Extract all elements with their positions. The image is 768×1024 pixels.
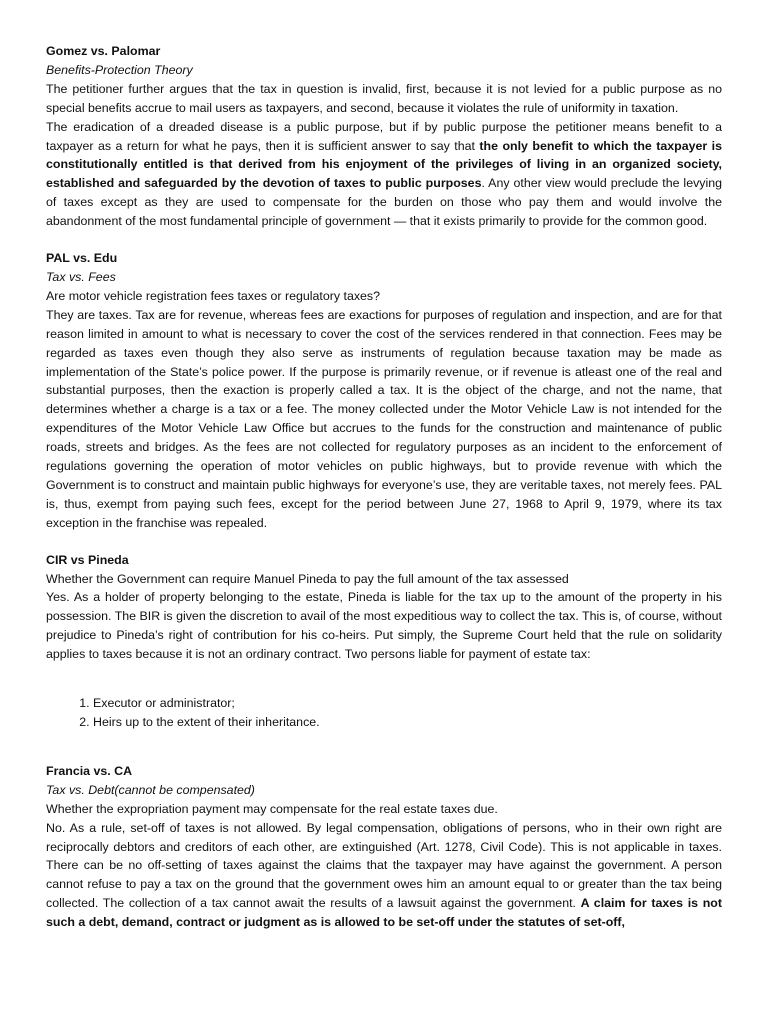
case-question: Whether the Government can require Manuel Pineda to pay the full amount of the tax assessed [46,571,569,586]
case-title: Gomez vs. Palomar [46,44,161,58]
text-run: . Any other view would preclude the levying of taxes except as they are used to compensate for the burden on those who pay them and would involve the abandonment of the most fundamental principle of government — that it exists primarily to provide for the common good. [46,176,723,229]
list-item: 2. Heirs up to the extent of their inheritance. [93,713,722,732]
case-answer: They are taxes. Tax are for revenue, whereas fees are exactions for purposes of regulation and inspection, and are for that reason limited in amount to what is necessary to cover the cost of the services rendered in that connection. Fees may be regarded as taxes even though they also serve as instruments of regulation because taxation may be made as implementation of the State’s police power. If the purpose is primarily revenue, or if revenue is atleast one of the real and substantial purposes, then the exaction is properly called a tax. It is the object of the charge, and not the name, that determines whether a charge is a tax or a fee. The money collected under the Motor Vehicle Law is not intended for the expenditures of the Motor Vehicle Law Office but accrues to the funds for the construction and maintenance of public roads, streets and bridges. As the fees are not collected for regulatory purposes as an incident to the enforcement of regulations governing the operation of motor vehicles on public highways, but to provide revenue with which the Government is to construct and maintain public highways for everyone’s use, they are veritable taxes, not merely fees. PAL is, thus, exempt from paying such fees, except for the period between June 27, 1968 to April 9, 1979, where its tax exception in the franchise was repealed. [46,307,722,530]
case-answer: Yes. As a holder of property belonging to the estate, Pineda is liable for the tax up to the amount of the property in his possession. The BIR is given the discretion to avail of the most expeditious way to collect the tax. This is, of course, without prejudice to Pineda’s right of contribution for his co-heirs. Put simply, the Supreme Court held that the rule on solidarity applies to taxes because it is not an ordinary contract. Two persons liable for payment of estate tax: [46,590,722,662]
liable-persons-list [46,694,722,732]
case-subtitle: Tax vs. Fees [46,269,116,284]
case-pal-vs-edu [46,249,722,533]
case-title: CIR vs Pineda [46,552,129,567]
text-run: No. As a rule, set-off of taxes is not allowed. By legal compensation, obligations of persons, who in their own right are reciprocally debtors and creditors of each other, are extinguished (Art. 1278, Civil Code). This is not applicable in taxes. There can be no off-setting of taxes against the claims that the taxpayer may have against the government. A person cannot refuse to pay a tax on the ground that the government owes him an amount equal to or greater than the tax being collected. The collection of a tax cannot await the results of a lawsuit against the government. [46,820,722,911]
case-gomez-vs-palomar [46,42,722,231]
case-title: PAL vs. Edu [46,251,118,266]
case-francia-vs-ca [46,762,722,932]
case-paragraph: The petitioner further argues that the tax in question is invalid, first, because it is not levied for a public purpose as no special benefits accrue to mail users as taxpayers, and second, because it violates the rule of uniformity in taxation. [46,81,722,115]
case-question: Are motor vehicle registration fees taxes or regulatory taxes? [46,288,381,303]
document-page [46,42,722,950]
bold-text-run: A claim for taxes is not such a debt, demand, contract or judgment as is allowed to be set-off under the statutes of set-off, [46,896,722,930]
case-answer [46,819,722,932]
bold-text-run: the only benefit to which the taxpayer is constitutionally entitled is that derived from his enjoyment of the privileges of living in an organized society, established and safeguarded by the devotion of taxes to public purposes [46,138,723,191]
text-run: The eradication of a dreaded disease is a public purpose, but if by public purpose the petitioner means benefit to a taxpayer as a return for what he pays, then it is sufficient answer to say that [46,119,722,153]
case-paragraph [46,118,722,231]
case-question: Whether the expropriation payment may compensate for the real estate taxes due. [46,801,498,816]
case-cir-vs-pineda [46,551,722,732]
list-item: 1. Executor or administrator; [93,694,722,713]
case-title: Francia vs. CA [46,763,133,778]
case-subtitle: Benefits-Protection Theory [46,62,193,77]
case-subtitle: Tax vs. Debt(cannot be compensated) [46,782,255,797]
